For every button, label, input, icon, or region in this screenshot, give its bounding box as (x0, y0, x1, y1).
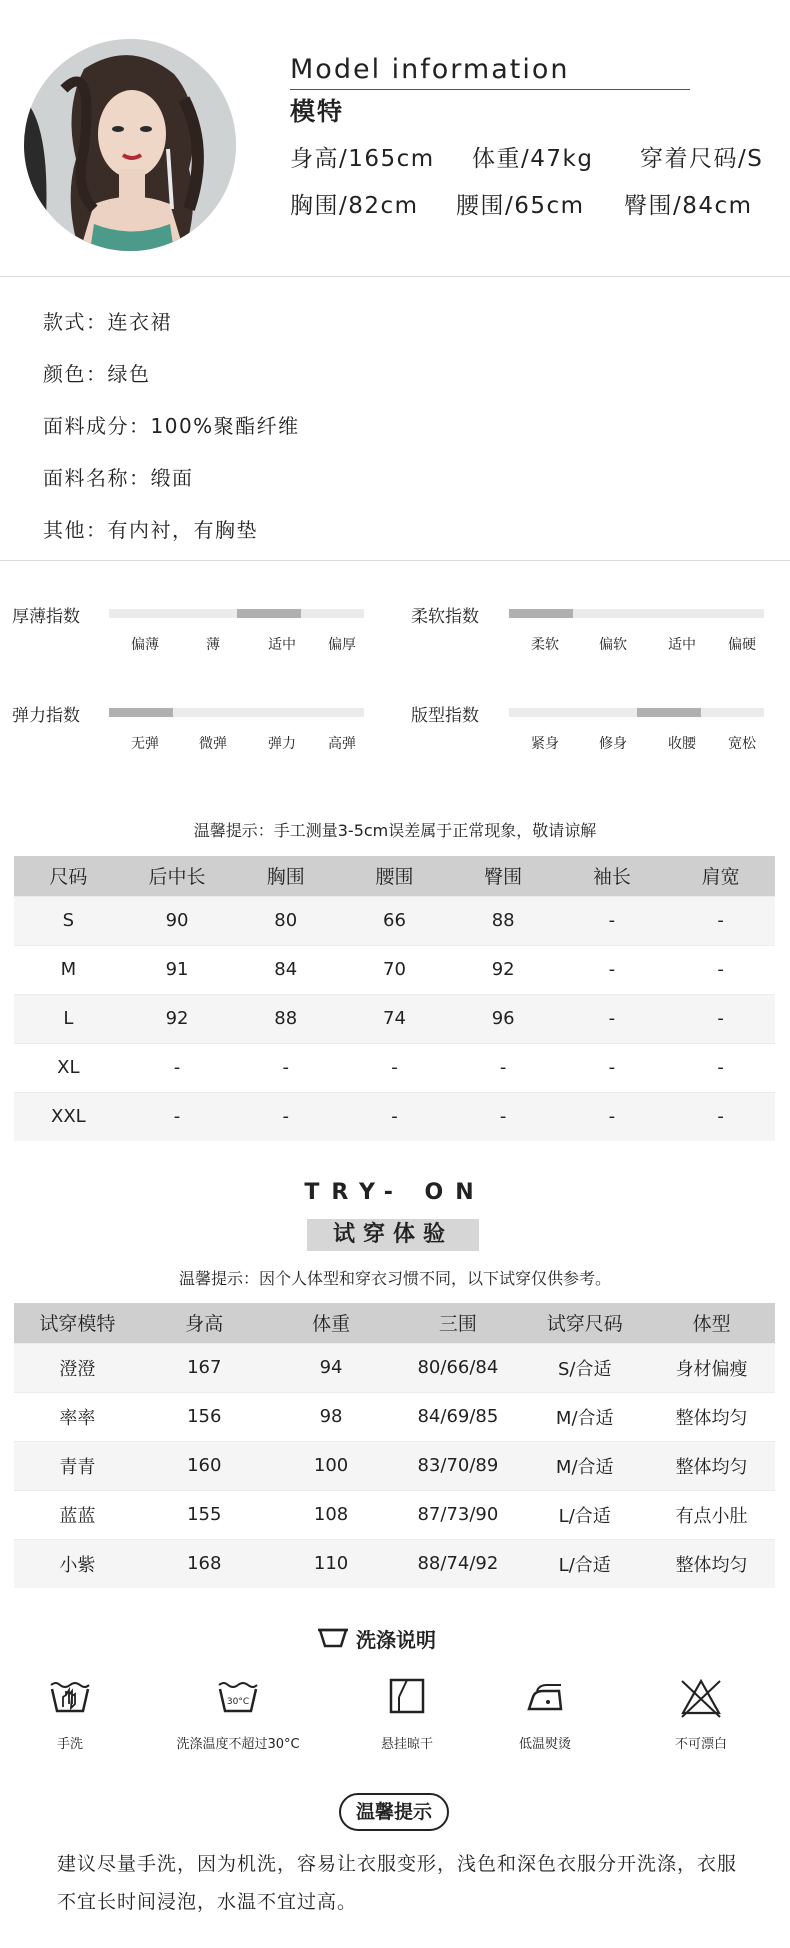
table-cell: S/合适 (521, 1343, 648, 1392)
table-cell: 98 (268, 1392, 395, 1441)
spec-color: 颜色：绿色 (43, 362, 151, 386)
index-tick-label: 弹力 (268, 736, 296, 752)
table-cell: 168 (141, 1539, 268, 1588)
table-cell: - (449, 1043, 558, 1092)
index-tick-label: 偏厚 (328, 637, 356, 653)
wash-item-iron (470, 1677, 620, 1752)
column-header: 尺码 (14, 856, 123, 896)
index-tick-label: 高弹 (328, 736, 356, 752)
table-cell: M/合适 (521, 1441, 648, 1490)
table-cell: 蓝蓝 (14, 1490, 141, 1539)
index-level (637, 708, 701, 717)
wash-item-hand (0, 1677, 145, 1752)
wash-item-hang (332, 1677, 482, 1752)
table-cell: 70 (340, 945, 449, 994)
no-bleach-icon (679, 1677, 723, 1719)
table-cell: - (340, 1092, 449, 1141)
table-cell: - (231, 1092, 340, 1141)
index-label: 版型指数 (411, 706, 479, 726)
table-cell: 84 (231, 945, 340, 994)
table-cell: 92 (123, 994, 232, 1043)
table-cell: - (666, 994, 775, 1043)
index-track (109, 708, 364, 717)
table-row (14, 1392, 775, 1441)
table-cell: 整体均匀 (648, 1441, 775, 1490)
size-notice: 温馨提示：手工测量3-5cm误差属于正常现象，敬请谅解 (193, 821, 597, 840)
wash-label: 不可漂白 (674, 1737, 727, 1752)
column-header: 肩宽 (666, 856, 775, 896)
table-cell: 整体均匀 (648, 1539, 775, 1588)
model-waist: 腰围/65cm (456, 193, 585, 219)
table-cell: 84/69/85 (394, 1392, 521, 1441)
table-row (14, 1441, 775, 1490)
index-tick-label: 修身 (599, 736, 627, 752)
column-header: 臀围 (449, 856, 558, 896)
wash-label: 低温熨烫 (518, 1737, 571, 1752)
index-tick-label: 偏软 (599, 637, 627, 653)
table-cell: 91 (123, 945, 232, 994)
table-cell: - (340, 1043, 449, 1092)
table-cell: 青青 (14, 1441, 141, 1490)
index-track (109, 609, 364, 618)
table-cell: 80/66/84 (394, 1343, 521, 1392)
spec-other: 其他：有内衬，有胸垫 (43, 518, 258, 542)
wash-label: 手洗 (56, 1737, 83, 1752)
divider (0, 560, 790, 561)
table-cell: - (558, 896, 667, 945)
table-cell: - (666, 1043, 775, 1092)
tryon-table (14, 1303, 775, 1588)
hang-dry-icon (385, 1677, 429, 1715)
table-cell: 66 (340, 896, 449, 945)
index-label: 厚薄指数 (12, 607, 80, 627)
table-cell: 96 (449, 994, 558, 1043)
table-row (14, 1539, 775, 1588)
table-header-row (14, 1303, 775, 1343)
model-hip: 臀围/84cm (624, 193, 753, 219)
column-header: 试穿模特 (14, 1303, 141, 1343)
table-header-row (14, 856, 775, 896)
model-height: 身高/165cm (290, 146, 435, 172)
column-header: 腰围 (340, 856, 449, 896)
table-row (14, 1043, 775, 1092)
column-header: 后中长 (123, 856, 232, 896)
model-title: Model information (290, 54, 570, 85)
index-level (509, 609, 573, 618)
low-iron-icon (523, 1677, 567, 1715)
tryon-notice: 温馨提示：因个人体型和穿衣习惯不同，以下试穿仅供参考。 (178, 1269, 611, 1288)
table-cell: 155 (141, 1490, 268, 1539)
table-row (14, 1343, 775, 1392)
index-tick-label: 偏硬 (728, 637, 756, 653)
table-row (14, 896, 775, 945)
table-cell: 澄澄 (14, 1343, 141, 1392)
index-label: 弹力指数 (12, 706, 80, 726)
table-cell: 100 (268, 1441, 395, 1490)
table-cell: M/合适 (521, 1392, 648, 1441)
table-cell: 88 (231, 994, 340, 1043)
table-row (14, 1092, 775, 1141)
wash-temp-text: 30°C (226, 1697, 250, 1707)
tryon-title-en: TRY- ON (304, 1180, 486, 1205)
column-header: 胸围 (231, 856, 340, 896)
table-cell: - (666, 1092, 775, 1141)
index-track (509, 708, 764, 717)
table-cell: - (666, 945, 775, 994)
column-header: 袖长 (558, 856, 667, 896)
table-cell: - (558, 945, 667, 994)
index-tick-label: 适中 (668, 637, 696, 653)
table-cell: - (558, 1043, 667, 1092)
table-cell: 94 (268, 1343, 395, 1392)
table-cell: 90 (123, 896, 232, 945)
column-header: 试穿尺码 (521, 1303, 648, 1343)
table-cell: 身材偏瘦 (648, 1343, 775, 1392)
wash-title (318, 1623, 436, 1653)
model-weight: 体重/47kg (472, 146, 594, 172)
table-cell: - (666, 896, 775, 945)
model-bust: 胸围/82cm (290, 193, 419, 219)
index-tick-label: 宽松 (728, 736, 756, 752)
table-cell: 156 (141, 1392, 268, 1441)
table-cell: L (14, 994, 123, 1043)
divider (0, 276, 790, 277)
table-row (14, 994, 775, 1043)
table-cell: - (231, 1043, 340, 1092)
table-cell: 83/70/89 (394, 1441, 521, 1490)
column-header: 三围 (394, 1303, 521, 1343)
wash-label: 洗涤温度不超过30°C (176, 1737, 300, 1752)
table-cell: XXL (14, 1092, 123, 1141)
table-cell: - (123, 1092, 232, 1141)
table-cell: - (558, 1092, 667, 1141)
tryon-title-zh: 试穿体验 (307, 1219, 479, 1251)
table-cell: 88/74/92 (394, 1539, 521, 1588)
spec-material: 面料成分：100%聚酯纤维 (43, 414, 300, 438)
table-cell: 74 (340, 994, 449, 1043)
table-cell: L/合适 (521, 1539, 648, 1588)
table-cell: 87/73/90 (394, 1490, 521, 1539)
model-size: 穿着尺码/S (640, 146, 764, 172)
table-cell: 110 (268, 1539, 395, 1588)
table-cell: 88 (449, 896, 558, 945)
table-cell: XL (14, 1043, 123, 1092)
column-header: 体型 (648, 1303, 775, 1343)
wash-item-temp (163, 1677, 313, 1752)
table-cell: L/合适 (521, 1490, 648, 1539)
index-tick-label: 收腰 (668, 736, 696, 752)
index-tick-label: 微弹 (199, 736, 227, 752)
index-tick-label: 薄 (206, 637, 220, 653)
spec-style: 款式：连衣裙 (43, 310, 172, 334)
tips-badge: 温馨提示 (339, 1793, 449, 1831)
table-cell: S (14, 896, 123, 945)
wash-30-icon (216, 1677, 260, 1715)
spec-fabric: 面料名称：缎面 (43, 466, 194, 490)
table-cell: - (558, 994, 667, 1043)
table-cell: 92 (449, 945, 558, 994)
table-cell: - (449, 1092, 558, 1141)
model-avatar (24, 39, 236, 251)
tips-text: 建议尽量手洗，因为机洗，容易让衣服变形，浅色和深色衣服分开洗涤，衣服不宜长时间浸泡，水温不宜过高。 (57, 1853, 738, 1913)
table-row (14, 945, 775, 994)
index-tick-label: 紧身 (531, 736, 559, 752)
index-label: 柔软指数 (411, 607, 479, 627)
table-row (14, 1490, 775, 1539)
wash-label: 悬挂晾干 (380, 1737, 433, 1752)
table-cell: 有点小肚 (648, 1490, 775, 1539)
table-cell: 整体均匀 (648, 1392, 775, 1441)
index-tick-label: 柔软 (531, 637, 559, 653)
wash-item-bleach (626, 1677, 776, 1752)
table-cell: 80 (231, 896, 340, 945)
index-tick-label: 适中 (268, 637, 296, 653)
index-track (509, 609, 764, 618)
table-cell: 小紫 (14, 1539, 141, 1588)
index-tick-label: 无弹 (131, 736, 159, 752)
table-cell: 108 (268, 1490, 395, 1539)
wash-title-text: 洗涤说明 (356, 1627, 436, 1652)
model-info-section (0, 0, 790, 276)
table-cell: - (123, 1043, 232, 1092)
size-table (14, 856, 775, 1141)
table-cell: 160 (141, 1441, 268, 1490)
table-cell: M (14, 945, 123, 994)
index-tick-label: 偏薄 (131, 637, 159, 653)
index-level (109, 708, 173, 717)
hand-wash-icon (48, 1677, 92, 1715)
title-underline (290, 89, 690, 90)
column-header: 身高 (141, 1303, 268, 1343)
index-level (237, 609, 301, 618)
table-cell: 率率 (14, 1392, 141, 1441)
table-cell: 167 (141, 1343, 268, 1392)
model-photo-icon (24, 39, 236, 251)
basin-icon (318, 1626, 348, 1650)
model-subtitle: 模特 (290, 97, 345, 126)
column-header: 体重 (268, 1303, 395, 1343)
